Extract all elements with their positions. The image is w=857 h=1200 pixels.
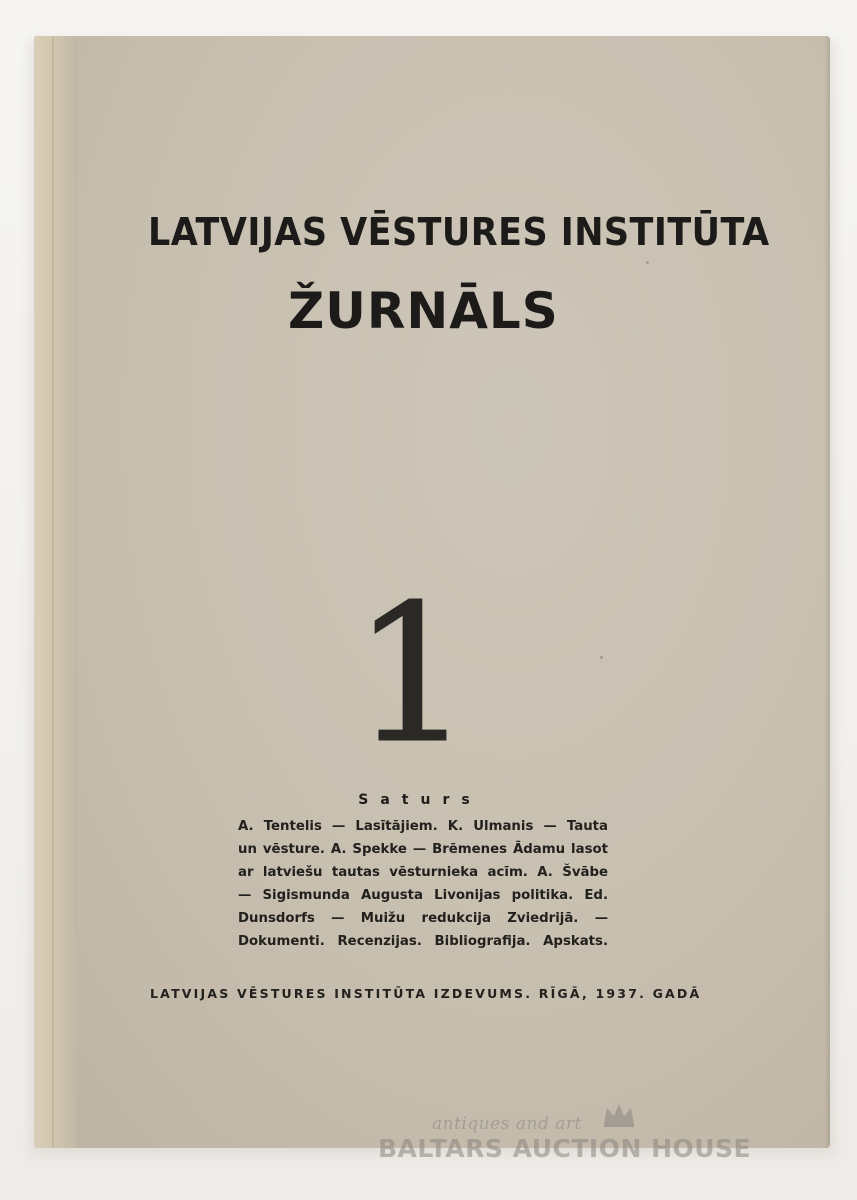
issue-number: 1 bbox=[352, 564, 473, 785]
spine-fold-line bbox=[52, 36, 54, 1148]
contents-list bbox=[238, 815, 608, 953]
contents-line: — Sigismunda Augusta Livonijas politika. Ed. bbox=[238, 888, 608, 903]
contents-line: A. Tentelis — Lasītājiem. K. Ulmanis — Tauta bbox=[238, 819, 608, 834]
publisher-line: LATVIJAS VĒSTURES INSTITŪTA IZDEVUMS. RĪGĀ, 1937. GADĀ bbox=[150, 986, 702, 1001]
journal-title-line2: ŽURNĀLS bbox=[288, 282, 559, 340]
watermark-tagline: antiques and art bbox=[432, 1114, 582, 1134]
contents-line: Dunsdorfs — Muižu redukcija Zviedrijā. — bbox=[238, 911, 608, 926]
paper-speck bbox=[600, 656, 603, 659]
contents-line: Dokumenti. Recenzijas. Bibliografija. Apskats. bbox=[238, 934, 608, 949]
auction-watermark bbox=[378, 1100, 778, 1170]
contents-line: un vēsture. A. Spekke — Brēmenes Ādamu lasot bbox=[238, 842, 608, 857]
watermark-brand: BALTARS AUCTION HOUSE bbox=[378, 1134, 752, 1163]
cover-right-edge bbox=[824, 36, 830, 1148]
paper-speck bbox=[646, 261, 649, 264]
cover-spine bbox=[34, 36, 77, 1148]
crown-icon bbox=[602, 1102, 636, 1128]
journal-title-line1: LATVIJAS VĒSTURES INSTITŪTA bbox=[148, 210, 770, 254]
contents-line: ar latviešu tautas vēsturnieka acīm. A. Švābe bbox=[238, 865, 608, 880]
contents-heading: Saturs bbox=[358, 792, 482, 808]
